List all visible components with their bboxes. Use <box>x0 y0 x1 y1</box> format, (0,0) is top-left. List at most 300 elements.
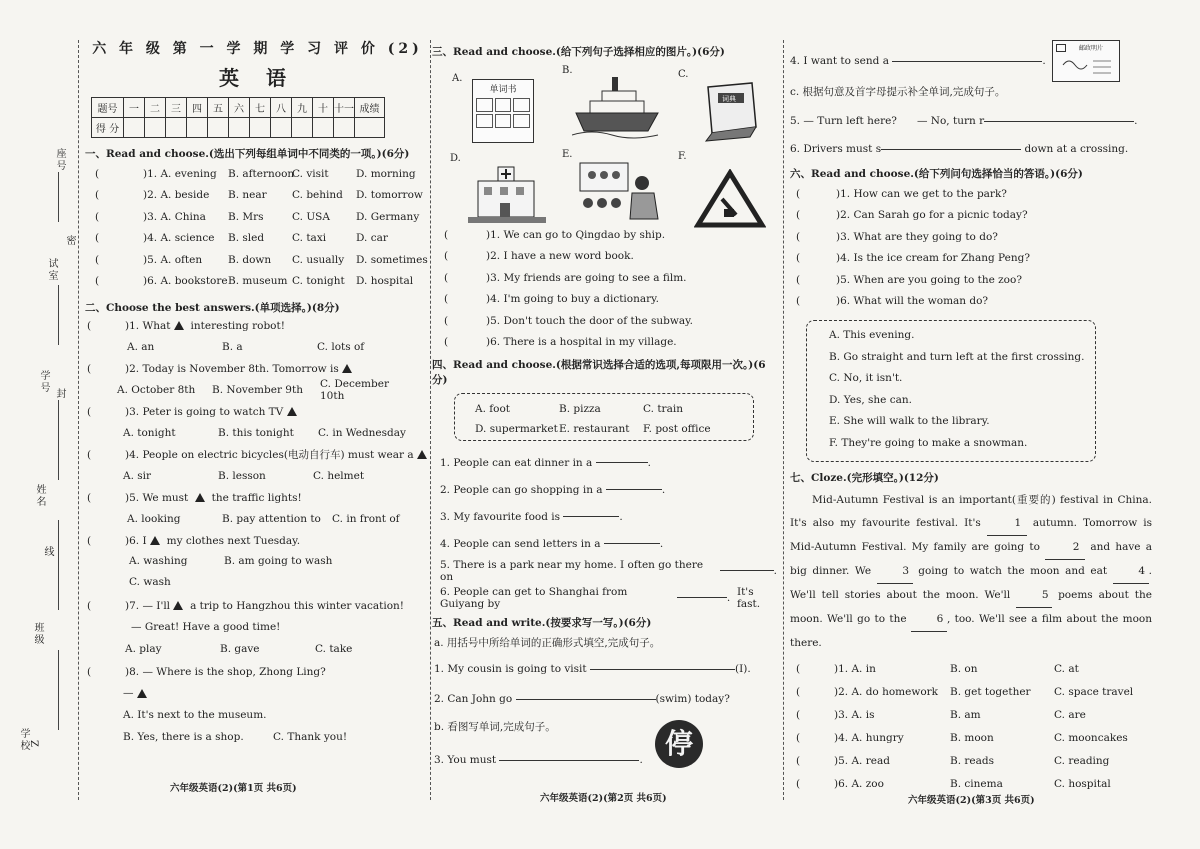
picture-letter-d: D. <box>450 153 461 164</box>
question-row <box>87 315 430 336</box>
section-1-title: 一、Read and choose.(选出下列每组单词中不同类的一项。)(6分) <box>85 148 410 160</box>
question-text: 6. Drivers must s <box>790 143 882 155</box>
side-label-exam-no: 学号 <box>38 370 49 394</box>
answer-paren[interactable]: ( <box>796 754 801 767</box>
score-header: 五 <box>208 98 229 118</box>
cloze-blank[interactable]: 5 <box>1016 584 1052 608</box>
question-text: )3. My friends are going to see a film. <box>486 271 687 284</box>
answer-paren[interactable]: ( <box>796 252 801 265</box>
blank-triangle-icon <box>342 364 352 373</box>
side-label-room: 试室 <box>46 258 57 282</box>
question-text: 5. There is a park near my home. I often go there on <box>440 558 704 583</box>
option-a: A. an <box>127 341 155 353</box>
question-text: )1. What <box>125 319 171 332</box>
score-cell[interactable] <box>271 118 292 138</box>
option-a: A. October 8th <box>117 384 196 396</box>
answer-option: F. They're going to make a snowman. <box>829 436 1028 449</box>
question-text: 1. People can eat dinner in a <box>440 456 593 469</box>
option-a: A. looking <box>127 513 181 525</box>
option-d: D. sometimes <box>356 253 428 266</box>
question-row <box>95 163 430 185</box>
option-c: C. wash <box>129 576 171 588</box>
answer-paren[interactable]: ( <box>796 731 801 744</box>
answer-paren[interactable]: ( <box>87 599 92 612</box>
answer-paren[interactable]: ( <box>796 662 801 675</box>
book-label: 单词书 <box>489 85 517 95</box>
option-a: )4. A. hungry <box>834 731 904 744</box>
question-text: )2. Can Sarah go for a picnic today? <box>836 209 1028 222</box>
answer-blank[interactable] <box>606 489 662 490</box>
side-label-mi: 密 <box>64 235 75 247</box>
question-text: a trip to Hangzhou this winter vacation! <box>190 599 405 612</box>
question-text: )3. What are they going to do? <box>836 230 998 243</box>
cloze-blank[interactable]: 3 <box>877 560 913 584</box>
question-row <box>796 749 1170 772</box>
exam-title: 六 年 级 第 一 学 期 学 习 评 价 (2) <box>92 41 423 57</box>
answer-paren[interactable]: ( <box>444 250 449 263</box>
word-option: B. pizza <box>559 403 601 415</box>
answer-option: E. She will walk to the library. <box>829 415 990 427</box>
option-c: C. hospital <box>1054 777 1111 790</box>
score-cell[interactable] <box>250 118 271 138</box>
answer-paren[interactable]: ( <box>796 295 801 308</box>
question-text: the traffic lights! <box>211 491 302 504</box>
question-row <box>796 726 1170 749</box>
option-c: C. visit <box>292 167 329 180</box>
blank-triangle-icon <box>287 407 297 416</box>
cloze-blank[interactable]: 1 <box>987 512 1027 536</box>
answer-blank[interactable] <box>563 516 619 517</box>
question-row <box>95 206 430 228</box>
options-row <box>87 379 430 401</box>
section-2-items <box>85 315 430 748</box>
question-row <box>796 703 1170 726</box>
answer-blank[interactable] <box>590 669 735 670</box>
option-a: )6. A. zoo <box>834 777 884 790</box>
postcard-label: 邮政明片 <box>1079 45 1104 52</box>
option-a: A. play <box>125 643 162 655</box>
option-c: C. USA <box>292 210 330 223</box>
option-a: )1. A. evening <box>143 167 217 180</box>
option-b: B. sled <box>228 232 265 245</box>
word-option: F. post office <box>643 423 711 435</box>
stop-sign-icon: 停 <box>655 720 703 768</box>
answer-paren[interactable]: ( <box>87 448 92 461</box>
option-a: )4. A. science <box>143 232 215 245</box>
page-footer-1: 六年级英语(2)(第1页 共6页) <box>170 783 297 794</box>
options-row <box>87 704 430 726</box>
answer-paren[interactable]: ( <box>87 319 92 332</box>
question-row <box>796 248 1170 270</box>
word-book-icon <box>472 79 534 143</box>
answer-paren[interactable]: ( <box>444 293 449 306</box>
hospital-icon <box>464 163 550 229</box>
answer-paren[interactable]: ( <box>796 187 801 200</box>
answer-blank[interactable] <box>596 462 648 463</box>
dict-label: 词典 <box>722 95 736 103</box>
section-2-title: 二、Choose the best answers.(单项选择。)(8分) <box>85 302 340 314</box>
blank-triangle-icon <box>195 493 205 502</box>
option-b: B. near <box>228 189 267 202</box>
section-4-items <box>432 449 777 611</box>
option-a: )6. A. bookstore <box>143 275 228 288</box>
score-cell[interactable] <box>208 118 229 138</box>
score-header: 四 <box>187 98 208 118</box>
answer-paren[interactable]: ( <box>796 685 801 698</box>
options-row <box>87 638 430 660</box>
score-cell[interactable] <box>313 118 334 138</box>
option-c: C. usually <box>292 253 345 266</box>
question-row <box>796 657 1170 680</box>
option-c: C. December 10th <box>320 378 389 402</box>
option-b: B. cinema <box>950 777 1003 790</box>
question-row: 4. People can send letters in a . <box>440 537 664 550</box>
question-text: interesting robot! <box>190 319 285 332</box>
question-row <box>796 680 1170 703</box>
column-divider <box>783 40 784 800</box>
option-c: C. mooncakes <box>1054 731 1128 744</box>
answer-paren[interactable]: ( <box>796 708 801 721</box>
question-text: 2. People can go shopping in a <box>440 483 603 496</box>
cloze-text: poems about the moon. We'll go to the <box>790 589 1152 625</box>
question-text: 6. People can get to Shanghai from Guiyang by <box>440 585 628 610</box>
answer-blank[interactable] <box>720 570 773 571</box>
question-row <box>444 289 777 311</box>
answer-blank[interactable] <box>881 149 1021 150</box>
option-c: C. tonight <box>292 275 345 288</box>
word-option: C. train <box>643 403 683 415</box>
question-row: 2. People can go shopping in a . <box>440 483 666 496</box>
word-bank-box <box>454 393 754 441</box>
question-text: )2. I have a new word book. <box>486 250 634 263</box>
option-b: B. gave <box>220 643 260 655</box>
question-text: It's fast. <box>736 585 761 610</box>
section-3-items <box>432 224 777 353</box>
answer-paren[interactable]: ( <box>95 189 100 202</box>
blank-triangle-icon <box>417 450 427 459</box>
side-label-class: 班级 <box>32 622 43 646</box>
question-row: 1. People can eat dinner in a . <box>440 456 651 469</box>
section-3-title: 三、Read and choose.(给下列句子选择相应的图片。)(6分) <box>432 46 725 58</box>
option-a: )3. A. is <box>834 708 875 721</box>
answer-option: A. This evening. <box>829 329 915 341</box>
option-b: B. a <box>222 341 243 353</box>
option-c: C. at <box>1054 662 1079 675</box>
option-a: )5. A. often <box>143 253 203 266</box>
answer-option: D. Yes, she can. <box>829 393 912 406</box>
question-text: )7. — I'll <box>125 599 171 612</box>
option-b: B. on <box>950 662 978 675</box>
options-row <box>87 336 430 358</box>
question-text: 4. I want to send a <box>790 55 889 67</box>
side-label-feng: 封 <box>54 388 65 400</box>
picture-letter-a: A. <box>452 73 463 84</box>
side-label-school: 学校 <box>18 728 29 752</box>
option-b: B. this tonight <box>218 427 294 439</box>
option-c: C. helmet <box>313 470 365 482</box>
score-cell[interactable] <box>124 118 145 138</box>
option-c: C. in front of <box>332 513 400 525</box>
score-header: 八 <box>271 98 292 118</box>
word-option: D. supermarket <box>475 423 558 435</box>
picture-letter-e: E. <box>562 149 573 160</box>
answer-paren[interactable]: ( <box>95 253 100 266</box>
side-line <box>58 285 59 345</box>
score-header: 六 <box>229 98 250 118</box>
option-b: B. reads <box>950 754 994 767</box>
question-text: 2. Can John go <box>434 693 513 705</box>
answer-paren[interactable]: ( <box>796 230 801 243</box>
answer-blank[interactable] <box>984 121 1134 122</box>
option-d: D. morning <box>356 167 416 180</box>
question-row <box>444 310 777 332</box>
question-row <box>444 246 777 268</box>
answer-blank[interactable] <box>499 760 639 761</box>
question-row <box>796 291 1170 313</box>
side-line <box>58 400 59 480</box>
page-footer-2: 六年级英语(2)(第2页 共6页) <box>540 793 667 804</box>
option-b: B. museum <box>228 275 288 288</box>
answer-paren[interactable]: ( <box>796 273 801 286</box>
answer-paren[interactable]: ( <box>95 210 100 223</box>
question-row <box>796 269 1170 291</box>
answer-paren[interactable]: ( <box>87 534 92 547</box>
ship-icon <box>572 71 662 141</box>
score-cell[interactable] <box>355 118 385 138</box>
cloze-text: and have a big dinner. We <box>790 541 1152 577</box>
option-c: C. in Wednesday <box>318 427 406 439</box>
answer-options-box <box>806 320 1096 462</box>
option-a: A. sir <box>123 470 152 482</box>
option-b: B. Mrs <box>228 210 264 223</box>
question-row <box>87 487 430 508</box>
answer-paren[interactable]: ( <box>444 271 449 284</box>
answer-blank[interactable] <box>677 597 727 598</box>
answer-paren[interactable]: ( <box>95 275 100 288</box>
side-label-z: Z <box>28 740 39 749</box>
question-text: )5. When are you going to the zoo? <box>836 273 1022 286</box>
question-text: )5. Don't touch the door of the subway. <box>486 314 694 327</box>
answer-paren[interactable]: ( <box>796 777 801 790</box>
option-a: )5. A. read <box>834 754 890 767</box>
score-cell[interactable] <box>187 118 208 138</box>
question-row <box>87 595 430 616</box>
cinema-icon <box>574 159 664 229</box>
question-text: )6. I <box>125 534 147 547</box>
question-row <box>87 444 430 465</box>
word-option: E. restaurant <box>559 423 630 435</box>
score-header: 题号 <box>92 98 124 118</box>
question-text: )4. Is the ice cream for Zhang Peng? <box>836 252 1030 265</box>
cloze-blank[interactable]: 4 <box>1113 560 1149 584</box>
question-text: )8. — Where is the shop, Zhong Ling? <box>125 665 326 678</box>
option-b: B. pay attention to <box>222 513 321 525</box>
question-text: )4. I'm going to buy a dictionary. <box>486 293 660 306</box>
question-row <box>95 185 430 207</box>
answer-paren[interactable]: ( <box>444 228 449 241</box>
score-cell[interactable] <box>292 118 313 138</box>
cloze-text: Mid-Autumn Festival is an important(重要的) festival in China. It's also my favourite festival. It's <box>790 494 1152 529</box>
sub-instruction: c. 根据句意及首字母提示补全单词,完成句子。 <box>790 85 1006 98</box>
answer-blank[interactable] <box>516 699 656 700</box>
option-b: B. down <box>228 253 272 266</box>
picture-grid <box>432 59 777 224</box>
answer-paren[interactable]: ( <box>95 167 100 180</box>
answer-blank[interactable] <box>604 543 660 544</box>
cloze-blank[interactable]: 6 <box>911 608 947 632</box>
option-a: A. washing <box>129 555 188 567</box>
warning-sign-icon <box>694 169 766 229</box>
score-header: 七 <box>250 98 271 118</box>
section-5-title: 五、Read and write.(按要求写一写。)(6分) <box>432 617 652 629</box>
blank-triangle-icon <box>150 536 160 545</box>
section-6-items <box>790 183 1170 312</box>
answer-paren[interactable]: ( <box>87 665 92 678</box>
score-header: 九 <box>292 98 313 118</box>
option-b: B. moon <box>950 731 994 744</box>
question-row <box>95 249 430 271</box>
question-row <box>790 134 1170 164</box>
answer-paren[interactable]: ( <box>444 314 449 327</box>
option-b: B. Yes, there is a shop. <box>123 731 244 743</box>
question-text: — <box>123 687 134 699</box>
side-line <box>58 520 59 610</box>
question-text: )1. We can go to Qingdao by ship. <box>486 228 666 241</box>
option-c: C. space travel <box>1054 685 1134 698</box>
score-header: 十一 <box>334 98 355 118</box>
answer-paren[interactable]: ( <box>87 405 92 418</box>
question-row <box>95 271 430 293</box>
option-c: C. take <box>315 643 353 655</box>
dictionary-icon <box>694 79 764 149</box>
options-row <box>87 422 430 444</box>
answer-paren[interactable]: ( <box>95 232 100 245</box>
question-text: 5. — Turn left here? — No, turn r <box>790 115 985 127</box>
score-header: 一 <box>124 98 145 118</box>
question-text: down at a crossing. <box>1024 143 1129 155</box>
question-row <box>796 205 1170 227</box>
score-cell[interactable] <box>166 118 187 138</box>
section-7-items <box>790 657 1170 795</box>
option-b: B. get together <box>950 685 1031 698</box>
option-a: )3. A. China <box>143 210 206 223</box>
cloze-blank[interactable]: 2 <box>1045 536 1085 560</box>
score-header: 三 <box>166 98 187 118</box>
question-text: 3. You must <box>434 754 497 766</box>
dialogue-line <box>87 616 430 638</box>
answer-option: B. Go straight and turn left at the first crossing. <box>829 350 1085 363</box>
question-row <box>87 358 430 379</box>
question-text: (I). <box>734 663 751 675</box>
sub-instruction: b. 看图写单词,完成句子。 <box>434 720 556 733</box>
option-a: A. It's next to the museum. <box>123 709 267 721</box>
binding-dashed-line <box>78 40 79 800</box>
option-b: B. am <box>950 708 981 721</box>
blank-triangle-icon <box>174 321 184 330</box>
cloze-text: . We'll tell stories about the moon. We'll <box>790 565 1152 601</box>
page-footer-3: 六年级英语(2)(第3页 共6页) <box>908 795 1035 806</box>
section-6-title: 六、Read and choose.(给下列问句选择恰当的答语。)(6分) <box>790 168 1083 180</box>
side-line <box>58 650 59 730</box>
option-a: )1. A. in <box>834 662 876 675</box>
question-row <box>796 226 1170 248</box>
answer-paren[interactable]: ( <box>87 362 92 375</box>
column-divider <box>430 40 431 800</box>
cloze-passage <box>790 489 1152 655</box>
question-row: 5. There is a park near my home. I often go there on . <box>440 558 777 583</box>
cloze-text: , too. We'll see a film about the moon there. <box>790 613 1152 649</box>
question-row <box>87 401 430 422</box>
page-3 <box>790 40 1170 795</box>
question-text: (swim) today? <box>655 693 730 705</box>
side-line <box>58 172 59 222</box>
question-row: 5. — Turn left here? — No, turn r . <box>790 115 1138 127</box>
section-7-title: 七、Cloze.(完形填空。)(12分) <box>790 472 939 484</box>
options-row <box>87 465 430 487</box>
blank-triangle-icon <box>173 601 183 610</box>
cloze-text: autumn. Tomorrow is Mid-Autumn Festival. My family are going to <box>790 517 1152 553</box>
question-text: )6. What will the woman do? <box>836 295 989 308</box>
option-a: A. tonight <box>123 427 176 439</box>
side-label-name: 姓名 <box>34 484 45 508</box>
question-text: — Great! Have a good time! <box>131 621 281 633</box>
score-header: 十 <box>313 98 334 118</box>
option-b: B. afternoon <box>228 167 295 180</box>
side-label-xian: 线 <box>42 546 53 558</box>
question-text: 4. People can send letters in a <box>440 537 601 550</box>
options-row <box>87 551 430 571</box>
option-c: C. Thank you! <box>273 731 348 743</box>
option-c: C. lots of <box>317 341 365 353</box>
score-cell[interactable] <box>145 118 166 138</box>
question-row <box>444 332 777 354</box>
answer-paren[interactable]: ( <box>796 209 801 222</box>
options-row <box>87 508 430 530</box>
option-b: B. lesson <box>218 470 266 482</box>
question-row <box>434 684 777 714</box>
page-2 <box>432 40 777 782</box>
option-d: D. Germany <box>356 210 420 223</box>
question-text: my clothes next Tuesday. <box>166 534 301 547</box>
score-cell[interactable] <box>229 118 250 138</box>
option-c: C. reading <box>1054 754 1110 767</box>
option-b: B. November 9th <box>212 384 303 396</box>
answer-paren[interactable]: ( <box>444 336 449 349</box>
picture-letter-f: F. <box>678 151 687 162</box>
question-text: )5. We must <box>125 491 189 504</box>
question-row <box>444 267 777 289</box>
option-a: )2. A. beside <box>143 189 210 202</box>
score-header: 成绩 <box>355 98 385 118</box>
cloze-paragraph <box>790 489 1152 655</box>
picture-letter-b: B. <box>562 65 573 76</box>
option-d: D. car <box>356 232 388 245</box>
picture-letter-c: C. <box>678 69 689 80</box>
score-table <box>91 97 385 138</box>
answer-paren[interactable]: ( <box>87 491 92 504</box>
score-header: 二 <box>145 98 166 118</box>
answer-blank[interactable] <box>892 61 1042 62</box>
question-row <box>87 530 430 551</box>
option-b: B. am going to wash <box>224 555 333 567</box>
cloze-text: going to watch the moon and eat <box>918 565 1108 577</box>
question-row <box>434 654 777 684</box>
question-text: )3. Peter is going to watch TV <box>125 405 284 418</box>
score-cell[interactable] <box>334 118 355 138</box>
section-1-items <box>85 163 430 292</box>
answer-option: C. No, it isn't. <box>829 372 903 384</box>
sub-instruction: a. 用括号中所给单词的正确形式填空,完成句子。 <box>434 636 661 649</box>
